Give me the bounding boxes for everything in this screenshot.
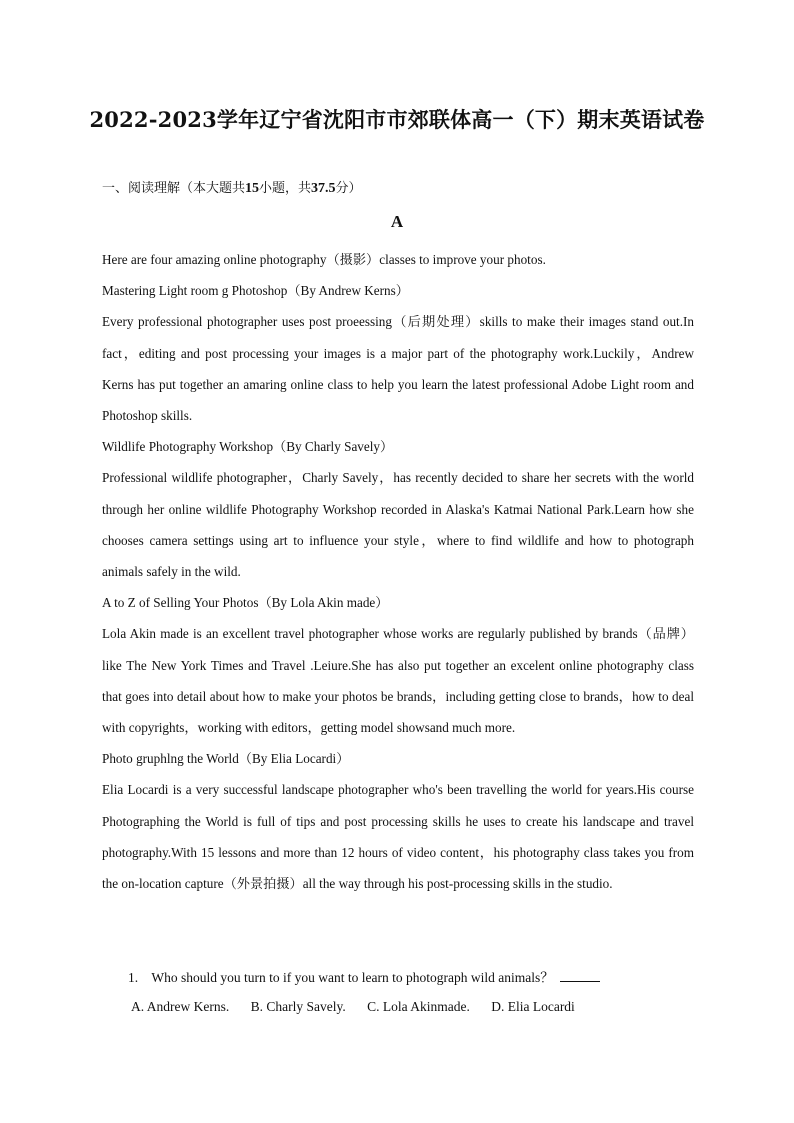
paragraph-class-1: Every professional photographer uses post proeessing（后期处理）skills to make their images stand out.In fact，editing and post processing your images is a major part of the photography work.Luckily，Andrew Kerns has put together an amaring online class to help you learn the latest professional Adobe Light room and Photoshop skills. (102, 314, 694, 424)
option-a[interactable]: A. Andrew Kerns. (131, 999, 230, 1014)
section-score: 37.5 (311, 181, 336, 196)
class-heading-4: Photo gruphlng the World（By Elia Locardi） (102, 751, 350, 767)
class-heading-2: Wildlife Photography Workshop（By Charly Savely） (102, 439, 394, 455)
section-count: 15 (245, 181, 260, 196)
class-heading-1: Mastering Light room g Photoshop（By Andrew Kerns） (102, 283, 409, 299)
option-c[interactable]: C. Lola Akinmade. (367, 999, 470, 1014)
class-heading-3: A to Z of Selling Your Photos（By Lola Akin made） (102, 595, 389, 611)
section-heading (102, 177, 362, 197)
page-title: 2022-2023学年辽宁省沈阳市市郊联体高一（下）期末英语试卷 (89, 107, 705, 132)
section-suffix: 分） (335, 181, 362, 196)
paragraph-class-2: Professional wildlife photographer，Charly Savely，has recently decided to share her secrets with the world through her online wildlife Photography Workshop recorded in Alaska's Katmai National Park.Learn how she chooses camera settings using art to influence your style，where to find wildlife and how to photograph animals safely in the wild. (102, 470, 694, 580)
option-b[interactable]: B. Charly Savely. (250, 999, 346, 1014)
answer-blank[interactable] (560, 967, 600, 982)
answer-options (131, 994, 593, 1020)
question-text: Who should you turn to if you want to learn to photograph wild animals？ (151, 970, 554, 985)
paragraph-class-4: Elia Locardi is a very successful landscape photographer who's been travelling the world for years.His course Photographing the World is full of tips and post processing skills he uses to create his landscape and travel photography.With 15 lessons and more than 12 hours of video content，his photography class takes you from the on-location capture（外景拍摄）all the way through his post-processing skills in the studio. (102, 782, 694, 892)
option-d[interactable]: D. Elia Locardi (491, 999, 575, 1014)
paragraph-intro: Here are four amazing online photography（摄影）classes to improve your photos. (102, 252, 546, 267)
question-number: 1. (128, 970, 139, 985)
passage-letter: A (390, 212, 404, 231)
question-1 (128, 962, 600, 993)
passage-body (102, 244, 694, 899)
section-middle: 小题，共 (259, 181, 312, 196)
paragraph-class-3: Lola Akin made is an excellent travel photographer whose works are regularly published by brands（品牌） like The New York Times and Travel .Leiure.She has also put together an excelent online photography class that goes into detail about how to make your photos be brands，including getting close to brands，how to deal with copyrights，working with editors，getting model showsand much more. (102, 626, 694, 736)
section-prefix: 一、阅读理解（本大题共 (102, 181, 246, 196)
